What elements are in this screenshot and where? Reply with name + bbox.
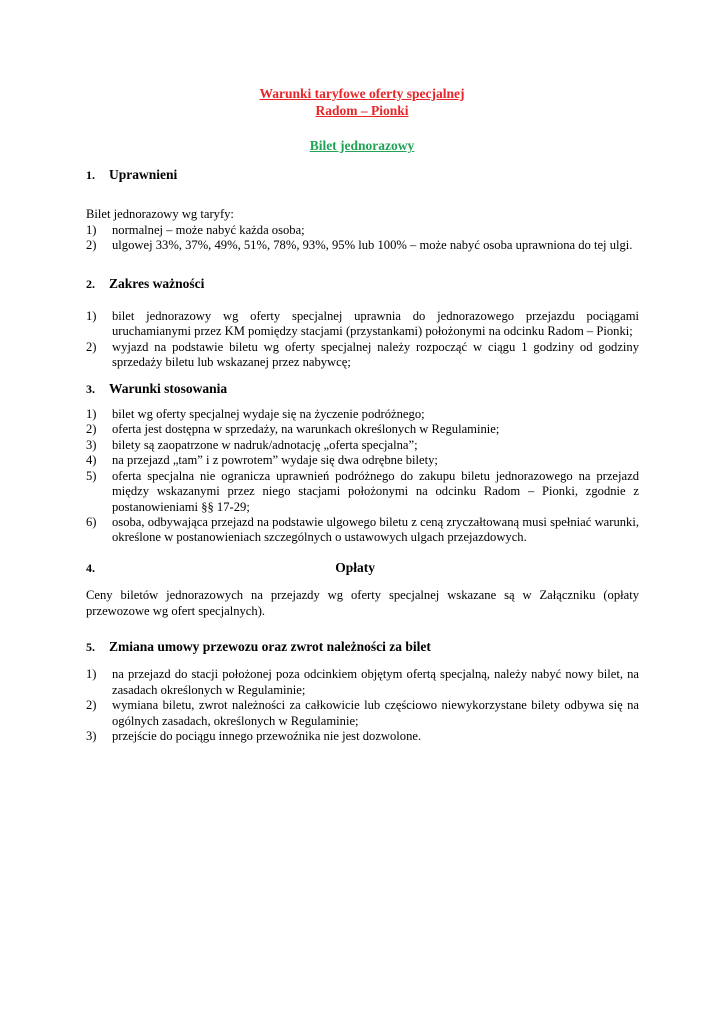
list-item-number: 3) bbox=[86, 437, 97, 452]
section-heading-4 bbox=[86, 560, 639, 576]
section-5-list bbox=[86, 667, 639, 744]
section-number: 4. bbox=[86, 560, 95, 575]
section-intro: Bilet jednorazowy wg taryfy: bbox=[86, 207, 234, 222]
list-item-number: 1) bbox=[86, 222, 97, 237]
list-item-number: 2) bbox=[86, 422, 97, 437]
list-item bbox=[86, 309, 639, 340]
list-item-number: 2) bbox=[86, 339, 97, 354]
list-item-text: wyjazd na podstawie biletu wg oferty specjalnej należy rozpocząć w ciągu 1 godziny od godziny sprzedaży biletu lub wskazanej przez nabywcę; bbox=[112, 339, 639, 370]
list-item-text: osoba, odbywająca przejazd na podstawie ulgowego biletu z ceną zryczałtowaną musi spełniać warunki, określone w postanowieniach szczególnych o ustawowych ulgach przejazdowych. bbox=[112, 514, 639, 545]
list-item bbox=[86, 238, 639, 253]
section-heading-3 bbox=[86, 381, 639, 397]
section-number: 1. bbox=[86, 168, 95, 182]
section-title: Warunki stosowania bbox=[109, 380, 228, 396]
section-3-list bbox=[86, 407, 639, 546]
list-item-text: bilety są zaopatrzone w nadruk/adnotację „oferta specjalna”; bbox=[112, 437, 418, 452]
section-title: Zakres ważności bbox=[109, 275, 205, 291]
section-title: Uprawnieni bbox=[109, 167, 178, 182]
list-item bbox=[86, 438, 639, 453]
list-item-text: normalnej – może nabyć każda osoba; bbox=[112, 222, 305, 237]
section-number: 3. bbox=[86, 381, 95, 396]
list-item-number: 4) bbox=[86, 453, 97, 468]
list-item-number: 3) bbox=[86, 728, 97, 743]
list-item-number: 1) bbox=[86, 667, 97, 682]
list-item bbox=[86, 453, 639, 468]
section-2-list bbox=[86, 309, 639, 371]
list-item bbox=[86, 422, 639, 437]
section-title: Zmiana umowy przewozu oraz zwrot należności za bilet bbox=[109, 638, 431, 654]
section-heading-2 bbox=[86, 276, 639, 292]
list-item-number: 6) bbox=[86, 514, 97, 529]
section-paragraph: Ceny biletów jednorazowych na przejazdy wg oferty specjalnej wskazane są w Załączniku (opłaty przewozowe wg ofert specjalnych). bbox=[86, 588, 639, 618]
list-item-text: na przejazd „tam” i z powrotem” wydaje się dwa odrębne bilety; bbox=[112, 453, 438, 468]
list-item bbox=[86, 340, 639, 371]
list-item-text: przejście do pociągu innego przewoźnika nie jest dozwolone. bbox=[112, 728, 422, 743]
list-item-text: na przejazd do stacji położonej poza odcinkiem objętym ofertą specjalną, należy nabyć nowy bilet, na zasadach określonych w Regulaminie; bbox=[112, 667, 639, 697]
route-title: Radom – Pionki bbox=[315, 103, 409, 118]
list-item-text: bilet wg oferty specjalnej wydaje się na życzenie podróżnego; bbox=[112, 407, 425, 422]
list-item-number: 1) bbox=[86, 407, 97, 422]
list-item-text: ulgowej 33%, 37%, 49%, 51%, 78%, 93%, 95% lub 100% – może nabyć osoba uprawniona do tej ulgi. bbox=[112, 238, 633, 253]
list-item bbox=[86, 407, 639, 422]
section-heading-5 bbox=[86, 639, 639, 655]
list-item-text: oferta specjalna nie ogranicza uprawnień podróżnego do zakupu biletu jednorazowego na przejazd między wskazanymi przez niego stacjami położonymi na odcinku Radom – Pionki, zgodnie z postanowieniami §§ 17-29; bbox=[112, 468, 639, 514]
list-item-number: 2) bbox=[86, 238, 97, 253]
list-item bbox=[86, 223, 639, 238]
list-item-number: 1) bbox=[86, 309, 97, 324]
section-number: 2. bbox=[86, 276, 95, 291]
list-item bbox=[86, 469, 639, 515]
list-item-number: 2) bbox=[86, 698, 97, 713]
section-1-list bbox=[86, 223, 639, 254]
list-item bbox=[86, 729, 639, 744]
list-item-text: wymiana biletu, zwrot należności za całkowicie lub częściowo niewykorzystane bilety odbywa się na ogólnych zasadach, określonych w Regulaminie; bbox=[112, 698, 639, 728]
ticket-type-subtitle: Bilet jednorazowy bbox=[309, 138, 415, 153]
list-item bbox=[86, 515, 639, 546]
list-item-number: 5) bbox=[86, 468, 97, 483]
section-title: Opłaty bbox=[335, 559, 375, 575]
list-item-text: bilet jednorazowy wg oferty specjalnej uprawnia do jednorazowego przejazdu pociągami uruchamianymi przez KM pomiędzy stacjami (przystankami) położonymi na odcinku Radom – Pionki; bbox=[112, 309, 639, 339]
list-item bbox=[86, 667, 639, 698]
document-title: Warunki taryfowe oferty specjalnej bbox=[259, 86, 465, 101]
document-body bbox=[86, 167, 639, 744]
title-block bbox=[0, 85, 724, 154]
list-item bbox=[86, 698, 639, 729]
list-item-text: oferta jest dostępna w sprzedaży, na warunkach określonych w Regulaminie; bbox=[112, 422, 500, 437]
section-heading-1 bbox=[86, 167, 639, 183]
section-number: 5. bbox=[86, 639, 95, 654]
